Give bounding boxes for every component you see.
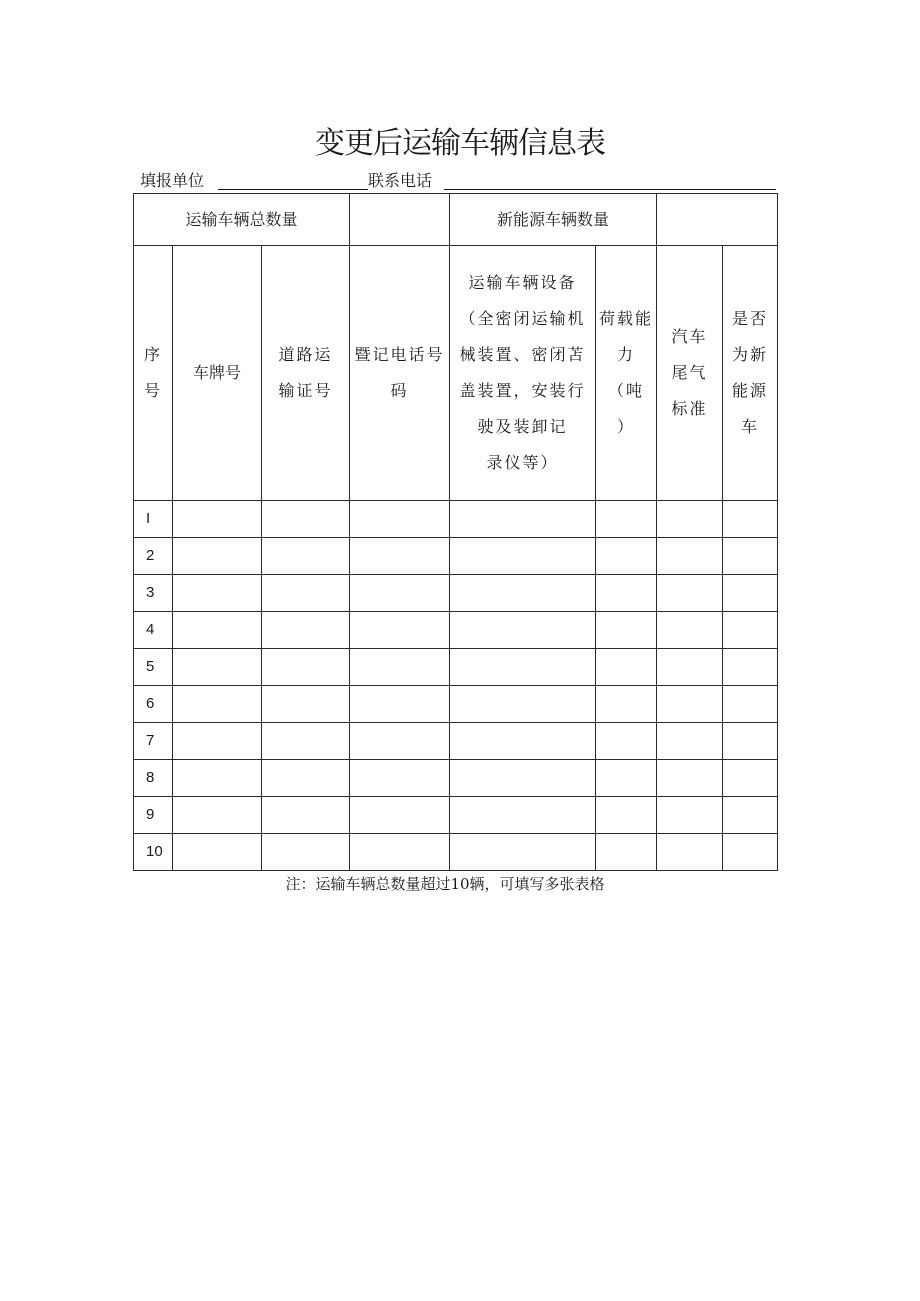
- cell-plate[interactable]: [173, 538, 262, 575]
- row-seq-number: 2: [134, 538, 173, 575]
- cell-register-phone[interactable]: [350, 575, 450, 612]
- cell-equipment[interactable]: [450, 686, 596, 723]
- cell-emission-standard[interactable]: [657, 575, 723, 612]
- header-new-energy-line-3: 能源: [732, 381, 769, 400]
- cell-equipment[interactable]: [450, 575, 596, 612]
- cell-road-permit[interactable]: [262, 649, 350, 686]
- cell-plate[interactable]: [173, 834, 262, 871]
- cell-is-new-energy[interactable]: [723, 723, 778, 760]
- data-rows: [134, 501, 778, 871]
- header-road-permit-line-2: 输证号: [278, 381, 333, 400]
- header-load-line-1: 荷载能: [599, 309, 654, 328]
- cell-emission-standard[interactable]: [657, 723, 723, 760]
- cell-register-phone[interactable]: [350, 501, 450, 538]
- header-emission-standard: [657, 246, 723, 501]
- cell-road-permit[interactable]: [262, 575, 350, 612]
- cell-equipment[interactable]: [450, 649, 596, 686]
- header-equipment-line-5: 驶及装卸记: [477, 417, 568, 436]
- total-count-value[interactable]: [350, 194, 450, 246]
- cell-plate[interactable]: [173, 797, 262, 834]
- cell-plate[interactable]: [173, 612, 262, 649]
- cell-plate[interactable]: [173, 686, 262, 723]
- cell-emission-standard[interactable]: [657, 760, 723, 797]
- header-new-energy-line-2: 为新: [732, 345, 769, 364]
- cell-register-phone[interactable]: [350, 686, 450, 723]
- header-equipment-line-1: 运输车辆设备: [468, 273, 577, 292]
- cell-register-phone[interactable]: [350, 649, 450, 686]
- cell-equipment[interactable]: [450, 612, 596, 649]
- row-seq-number: 8: [134, 760, 173, 797]
- fill-in-line: [140, 170, 776, 192]
- cell-emission-standard[interactable]: [657, 612, 723, 649]
- table-row: [134, 538, 778, 575]
- cell-equipment[interactable]: [450, 538, 596, 575]
- phone-field[interactable]: [444, 189, 776, 190]
- unit-label: 填报单位: [140, 171, 205, 190]
- header-equipment-line-6: 录仪等）: [486, 453, 559, 472]
- header-load-capacity: [596, 246, 657, 501]
- cell-equipment[interactable]: [450, 760, 596, 797]
- total-count-label: 运输车辆总数量: [134, 194, 350, 246]
- header-road-permit-line-1: 道路运: [278, 345, 333, 364]
- cell-load-capacity[interactable]: [596, 538, 657, 575]
- cell-road-permit[interactable]: [262, 538, 350, 575]
- cell-equipment[interactable]: [450, 723, 596, 760]
- header-equipment-line-2: （全密闭运输机: [459, 309, 586, 328]
- cell-road-permit[interactable]: [262, 834, 350, 871]
- cell-plate[interactable]: [173, 501, 262, 538]
- cell-road-permit[interactable]: [262, 686, 350, 723]
- cell-load-capacity[interactable]: [596, 834, 657, 871]
- row-seq-number: 10: [134, 834, 173, 871]
- cell-load-capacity[interactable]: [596, 501, 657, 538]
- header-equipment: [450, 246, 596, 501]
- cell-road-permit[interactable]: [262, 612, 350, 649]
- cell-load-capacity[interactable]: [596, 612, 657, 649]
- cell-emission-standard[interactable]: [657, 797, 723, 834]
- table-row: [134, 797, 778, 834]
- cell-load-capacity[interactable]: [596, 686, 657, 723]
- header-load-line-2: 力: [617, 345, 636, 364]
- header-new-energy-line-1: 是否: [732, 309, 769, 328]
- table-row: [134, 723, 778, 760]
- row-seq-number: I: [134, 501, 173, 538]
- cell-is-new-energy[interactable]: [723, 575, 778, 612]
- cell-plate[interactable]: [173, 723, 262, 760]
- cell-load-capacity[interactable]: [596, 797, 657, 834]
- cell-register-phone[interactable]: [350, 834, 450, 871]
- cell-plate[interactable]: [173, 649, 262, 686]
- table-row: [134, 612, 778, 649]
- table-row: [134, 501, 778, 538]
- header-emission-line-1: 汽车: [671, 327, 708, 346]
- cell-register-phone[interactable]: [350, 612, 450, 649]
- new-energy-count-value[interactable]: [657, 194, 778, 246]
- cell-load-capacity[interactable]: [596, 649, 657, 686]
- cell-plate[interactable]: [173, 760, 262, 797]
- row-seq-number: 9: [134, 797, 173, 834]
- table-row: [134, 760, 778, 797]
- cell-road-permit[interactable]: [262, 797, 350, 834]
- header-load-line-3: （吨: [608, 381, 645, 400]
- row-seq-number: 5: [134, 649, 173, 686]
- summary-row: [134, 194, 778, 246]
- header-row: [134, 246, 778, 501]
- cell-register-phone[interactable]: [350, 723, 450, 760]
- cell-register-phone[interactable]: [350, 538, 450, 575]
- cell-equipment[interactable]: [450, 797, 596, 834]
- cell-emission-standard[interactable]: [657, 649, 723, 686]
- unit-field[interactable]: [218, 189, 368, 190]
- cell-load-capacity[interactable]: [596, 760, 657, 797]
- row-seq-number: 4: [134, 612, 173, 649]
- header-road-permit: [262, 246, 350, 501]
- cell-is-new-energy[interactable]: [723, 612, 778, 649]
- header-load-line-4: ）: [617, 417, 636, 436]
- cell-load-capacity[interactable]: [596, 575, 657, 612]
- cell-road-permit[interactable]: [262, 501, 350, 538]
- header-is-new-energy: [723, 246, 778, 501]
- cell-is-new-energy[interactable]: [723, 538, 778, 575]
- cell-is-new-energy[interactable]: [723, 501, 778, 538]
- cell-load-capacity[interactable]: [596, 723, 657, 760]
- row-seq-number: 6: [134, 686, 173, 723]
- cell-equipment[interactable]: [450, 501, 596, 538]
- cell-register-phone[interactable]: [350, 760, 450, 797]
- header-plate-text: 车牌号: [192, 363, 241, 382]
- vehicle-info-table: [133, 193, 778, 871]
- cell-emission-standard[interactable]: [657, 538, 723, 575]
- footnote: 注：运输车辆总数量超过10辆，可填写多张表格: [285, 875, 605, 893]
- header-seq: [134, 246, 173, 501]
- page-title: 变更后运输车辆信息表: [315, 126, 605, 161]
- header-register-phone: [350, 246, 450, 501]
- cell-emission-standard[interactable]: [657, 686, 723, 723]
- cell-emission-standard[interactable]: [657, 501, 723, 538]
- table-row: [134, 686, 778, 723]
- header-emission-line-3: 标准: [671, 399, 708, 418]
- header-register-phone-line-1: 暨记电话号: [354, 345, 445, 364]
- cell-road-permit[interactable]: [262, 723, 350, 760]
- header-equipment-line-4: 盖装置，安装行: [459, 381, 586, 400]
- table-row: [134, 834, 778, 871]
- header-register-phone-line-2: 码: [390, 381, 409, 400]
- cell-emission-standard[interactable]: [657, 834, 723, 871]
- cell-register-phone[interactable]: [350, 797, 450, 834]
- new-energy-count-label: 新能源车辆数量: [450, 194, 657, 246]
- cell-is-new-energy[interactable]: [723, 760, 778, 797]
- header-new-energy-line-4: 车: [741, 417, 760, 436]
- cell-plate[interactable]: [173, 575, 262, 612]
- header-seq-line-2: 号: [143, 381, 162, 400]
- cell-is-new-energy[interactable]: [723, 649, 778, 686]
- table-row: [134, 649, 778, 686]
- cell-is-new-energy[interactable]: [723, 797, 778, 834]
- cell-is-new-energy[interactable]: [723, 686, 778, 723]
- phone-label: 联系电话: [368, 171, 433, 190]
- header-plate: [173, 246, 262, 501]
- header-seq-line-1: 序: [143, 345, 162, 364]
- header-equipment-line-3: 械装置、密闭苫: [459, 345, 586, 364]
- cell-is-new-energy[interactable]: [723, 834, 778, 871]
- row-seq-number: 3: [134, 575, 173, 612]
- table-row: [134, 575, 778, 612]
- row-seq-number: 7: [134, 723, 173, 760]
- cell-road-permit[interactable]: [262, 760, 350, 797]
- cell-equipment[interactable]: [450, 834, 596, 871]
- header-emission-line-2: 尾气: [671, 363, 708, 382]
